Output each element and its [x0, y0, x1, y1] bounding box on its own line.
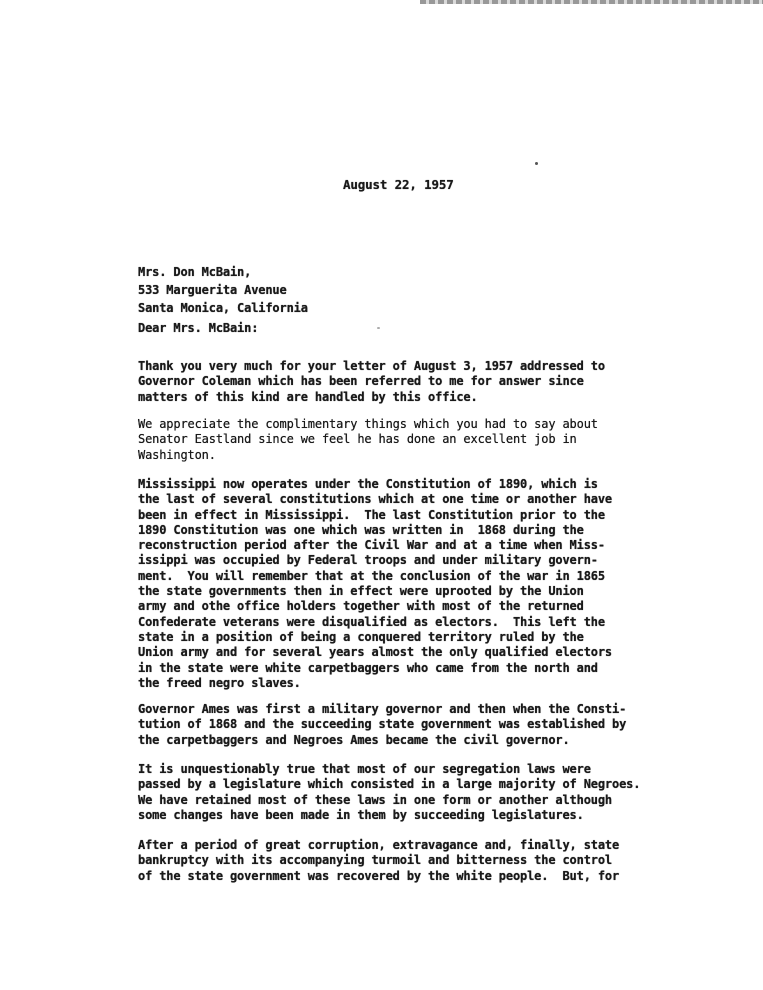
recipient-address — [138, 263, 308, 317]
paragraph — [138, 702, 678, 748]
text-line: Governor Coleman which has been referred to me for answer since — [138, 374, 584, 389]
text-line: Union army and for several years almost the only qualified electors — [138, 645, 612, 660]
text-line: We appreciate the complimentary things which you had to say about — [138, 417, 598, 431]
text-line: Confederate veterans were disqualified as electors. This left the — [138, 614, 605, 629]
recipient-street: 533 Marguerita Avenue — [138, 283, 287, 297]
recipient-city: Santa Monica, California — [138, 301, 308, 315]
text-line: ment. You will remember that at the conclusion of the war in 1865 — [138, 568, 605, 583]
text-line: 1890 Constitution was one which was written in 1868 during the — [138, 522, 584, 537]
text-line: been in effect in Mississippi. The last Constitution prior to the — [138, 507, 605, 522]
text-line: tution of 1868 and the succeeding state government was established by — [138, 717, 627, 732]
recipient-name: Mrs. Don McBain, — [138, 265, 252, 279]
text-line: Governor Ames was first a military governor and then when the Consti- — [138, 702, 627, 716]
text-line: After a period of great corruption, extravagance and, finally, state — [138, 838, 620, 852]
text-line: matters of this kind are handled by this office. — [138, 389, 478, 404]
salutation: Dear Mrs. McBain: — [138, 321, 259, 335]
letter-date: August 22, 1957 — [343, 177, 454, 192]
text-line: Washington. — [138, 447, 216, 462]
text-line: the freed negro slaves. — [138, 675, 301, 690]
text-line: Senator Eastland since we feel he has done an excellent job in — [138, 432, 577, 447]
text-line: It is unquestionably true that most of our segregation laws were — [138, 762, 591, 776]
paragraph — [138, 359, 678, 405]
paragraph — [138, 762, 678, 823]
text-line: issippi was occupied by Federal troops and under military govern- — [138, 553, 598, 568]
paragraph — [138, 477, 678, 691]
text-line: of the state government was recovered by the white people. But, for — [138, 868, 620, 883]
text-line: We have retained most of these laws in one form or another although — [138, 792, 612, 807]
text-line: bankruptcy with its accompanying turmoil and bitterness the control — [138, 853, 612, 868]
text-line: the last of several constitutions which at one time or another have — [138, 492, 612, 507]
paragraph — [138, 417, 678, 463]
text-line: some changes have been made in them by succeeding legislatures. — [138, 807, 584, 822]
text-line: army and othe office holders together with most of the returned — [138, 599, 584, 614]
text-line: in the state were white carpetbaggers who came from the north and — [138, 660, 598, 675]
text-line: passed by a legislature which consisted in a large majority of Negroes. — [138, 777, 641, 792]
text-line: state in a position of being a conquered territory ruled by the — [138, 629, 584, 644]
text-line: the state governments then in effect were uprooted by the Union — [138, 584, 584, 599]
paragraph — [138, 838, 678, 884]
text-line: Thank you very much for your letter of August 3, 1957 addressed to — [138, 359, 605, 373]
text-line: Mississippi now operates under the Constitution of 1890, which is — [138, 477, 598, 491]
text-line: reconstruction period after the Civil War and at a time when Miss- — [138, 538, 605, 553]
text-line: the carpetbaggers and Negroes Ames became the civil governor. — [138, 732, 570, 747]
